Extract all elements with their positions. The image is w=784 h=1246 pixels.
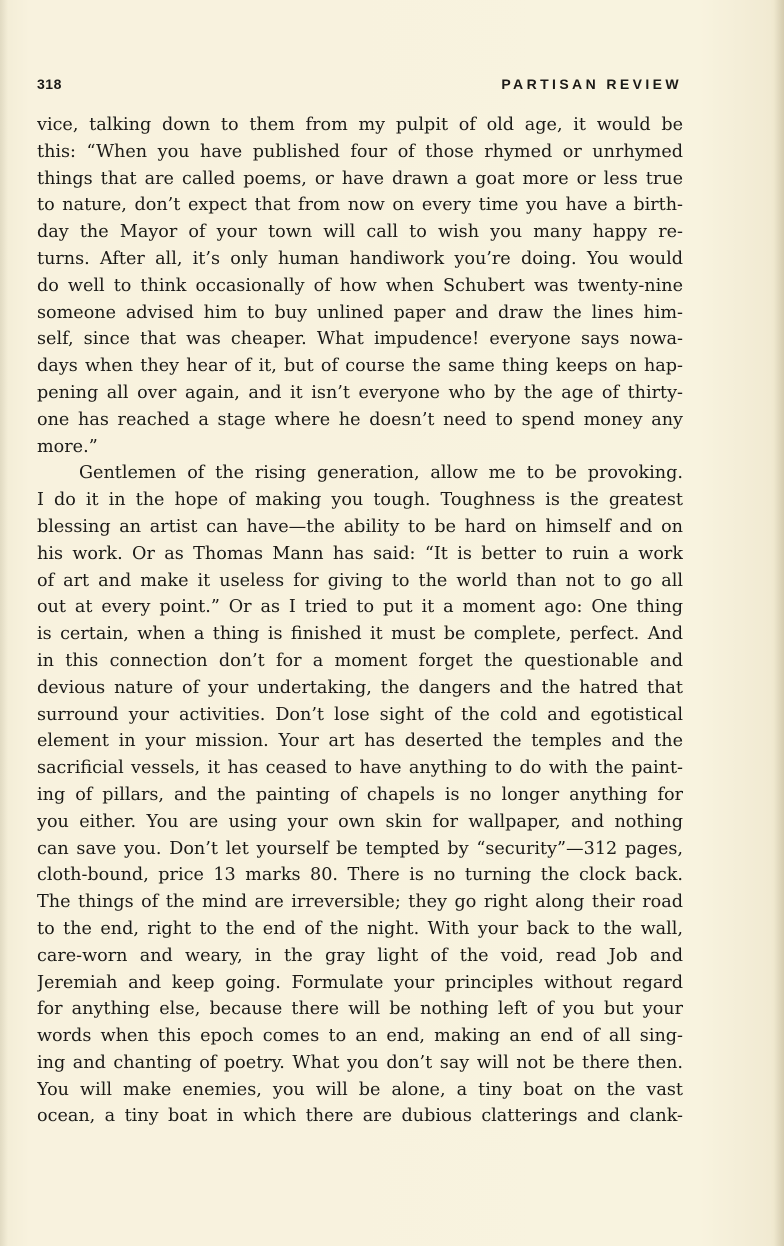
journal-title: PARTISAN REVIEW [501,76,682,92]
text-line: day the Mayor of your town will call to wish you many happy re- [37,222,683,243]
text-line: The things of the mind are irreversible; they go right along their road [37,892,683,913]
page-gutter-shadow [0,0,8,1246]
text-line: self, since that was cheaper. What impudence! everyone says nowa- [37,329,683,350]
page-number: 318 [37,76,62,92]
text-line: ing and chanting of poetry. What you don’t say will not be there then. [37,1052,683,1073]
text-line: do well to think occasionally of how when Schubert was twenty-nine [37,275,683,296]
text-line: of art and make it useless for giving to the world than not to go all [37,570,683,591]
text-line: someone advised him to buy unlined paper and draw the lines him- [37,302,683,323]
text-line: surround your activities. Don’t lose sight of the cold and egotistical [37,704,683,725]
text-line: things that are called poems, or have drawn a goat more or less true [37,168,683,189]
text-line: more.” [37,436,98,457]
text-line: cloth-bound, price 13 marks 80. There is no turning the clock back. [37,865,683,886]
text-line: Gentlemen of the rising generation, allow me to be provoking. [79,463,683,484]
text-line: out at every point.” Or as I tried to put it a moment ago: One thing [37,597,683,618]
text-line: ing of pillars, and the painting of chapels is no longer anything for [37,784,683,805]
text-line: I do it in the hope of making you tough. Toughness is the greatest [37,490,683,511]
text-line: ocean, a tiny boat in which there are dubious clatterings and clank- [37,1106,683,1127]
text-line: one has reached a stage where he doesn’t need to spend money any [37,409,683,430]
text-line: sacrificial vessels, it has ceased to have anything to do with the paint- [37,758,683,779]
text-line: for anything else, because there will be nothing left of you but your [37,999,683,1020]
text-line: pening all over again, and it isn’t everyone who by the age of thirty- [37,382,683,403]
text-line: vice, talking down to them from my pulpit of old age, it would be [37,115,683,135]
text-line: this: “When you have published four of those rhymed or unrhymed [37,141,683,162]
paragraph-1 [37,112,683,460]
text-line: to nature, don’t expect that from now on every time you have a birth- [37,195,683,216]
text-line: his work. Or as Thomas Mann has said: “It is better to ruin a work [37,543,683,564]
text-line: to the end, right to the end of the night. With your back to the wall, [37,918,683,939]
text-line: element in your mission. Your art has deserted the temples and the [37,731,683,752]
text-line: You will make enemies, you will be alone, a tiny boat on the vast [37,1079,683,1100]
text-line: turns. After all, it’s only human handiwork you’re doing. You would [37,248,683,269]
text-line: care-worn and weary, in the gray light of the void, read Job and [37,945,683,966]
text-line: can save you. Don’t let yourself be tempted by “security”—312 pages, [37,838,683,859]
text-line: devious nature of your undertaking, the dangers and the hatred that [37,677,683,698]
text-line: Jeremiah and keep going. Formulate your principles without regard [37,972,683,993]
text-line: blessing an artist can have—the ability to be hard on himself and on [37,516,683,537]
text-line: is certain, when a thing is finished it must be complete, perfect. And [37,624,683,645]
text-line: words when this epoch comes to an end, making an end of all sing- [37,1026,683,1047]
page-edge-shadow [774,0,784,1246]
running-head [37,76,682,98]
text-line: you either. You are using your own skin for wallpaper, and nothing [37,811,683,832]
body-text [37,112,683,1130]
paragraph-2 [37,460,683,1130]
text-line: days when they hear of it, but of course the same thing keeps on hap- [37,356,683,377]
text-line: in this connection don’t for a moment forget the questionable and [37,650,683,671]
